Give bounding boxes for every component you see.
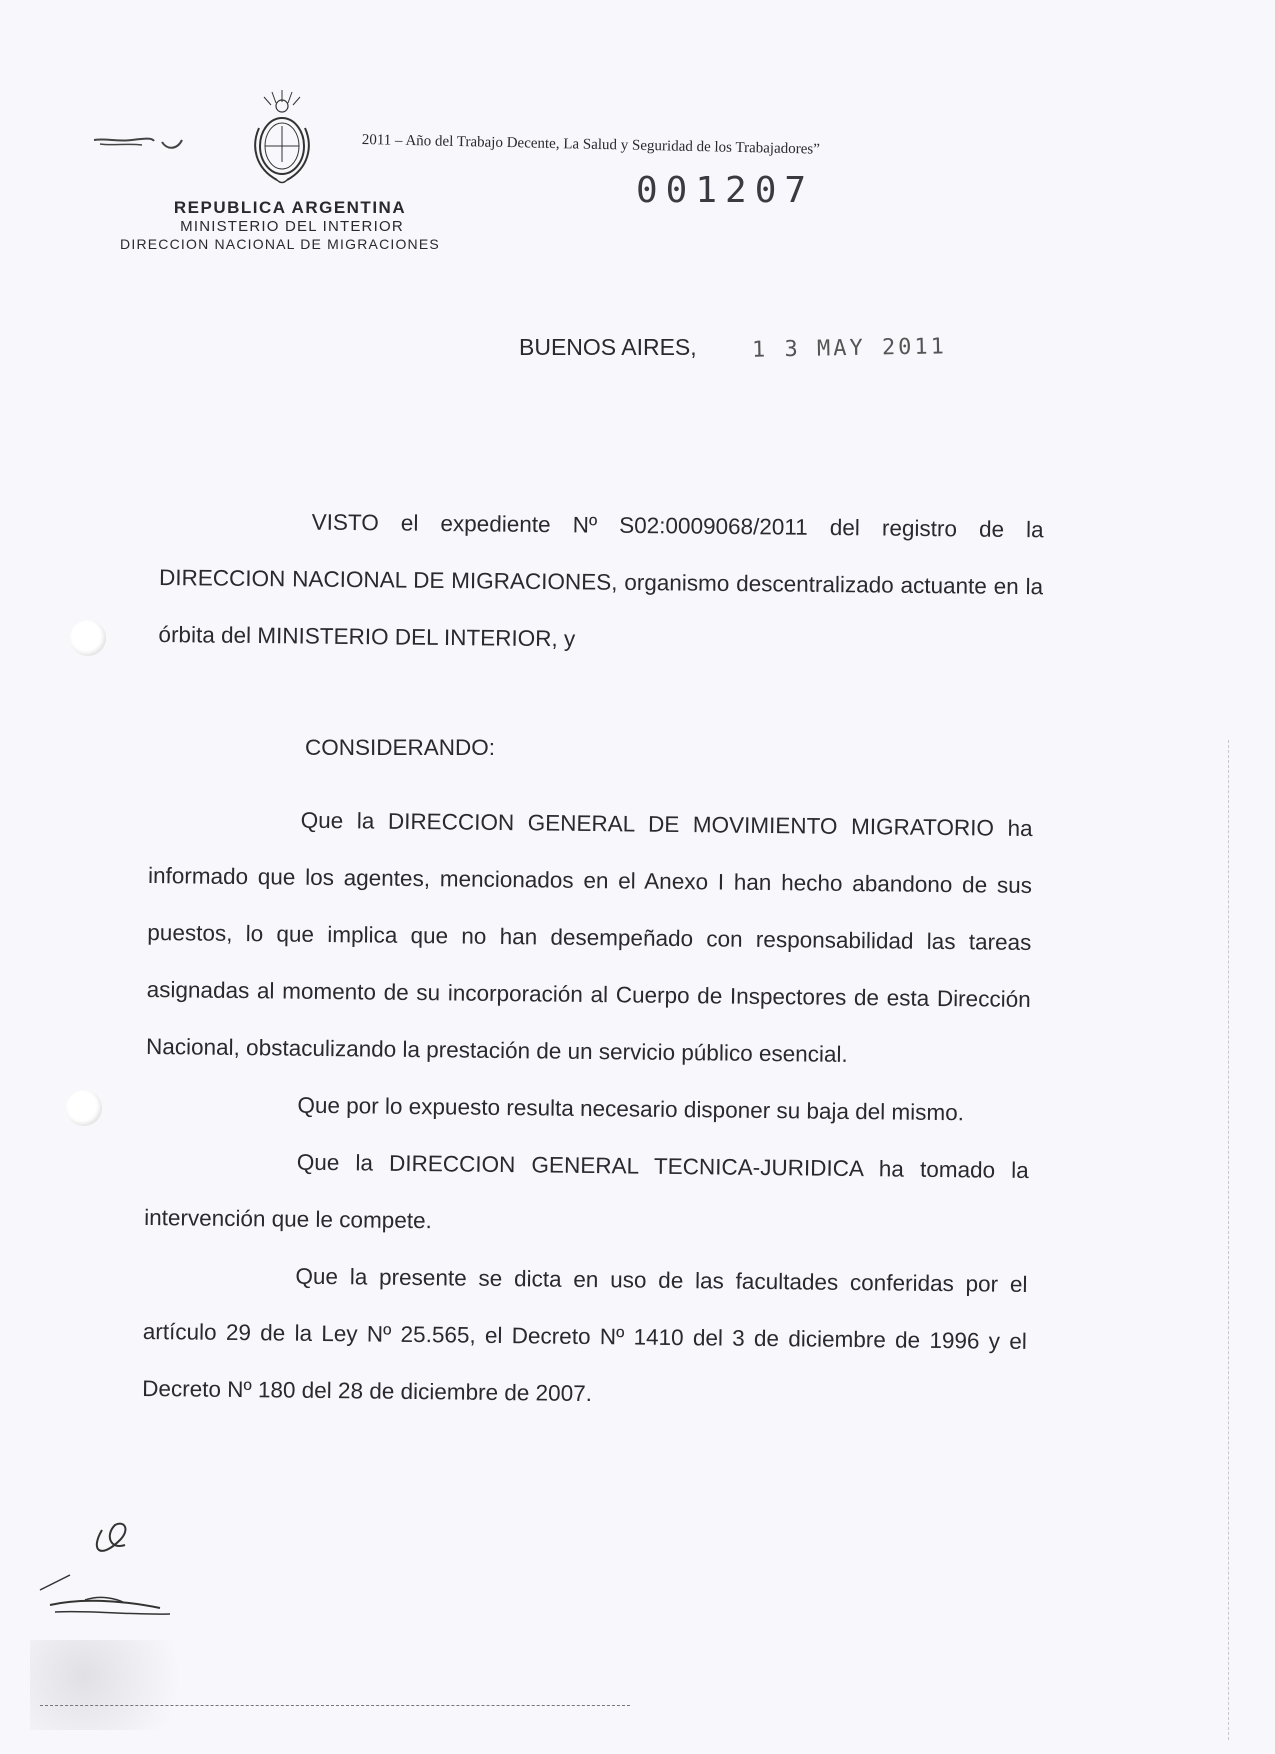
handwritten-signature-mark [30, 1490, 180, 1650]
organization-header [60, 198, 500, 252]
considerando-heading: CONSIDERANDO: [305, 735, 496, 760]
date-stamp: 1 3 MAY 2011 [751, 334, 948, 363]
year-motto: 2011 – Año del Trabajo Decente, La Salud y Seguridad de los Trabajadores” [361, 132, 821, 158]
page-fold-line [1228, 740, 1229, 1740]
considerando-paragraph: Que la DIRECCION GENERAL TECNICA-JURIDICA ha tomado la intervención que le compete. [144, 1149, 1029, 1234]
page-edge-line [40, 1705, 630, 1706]
punch-hole [70, 620, 106, 656]
considerando-paragraph: Que la presente se dicta en uso de las facultades conferidas por el artículo 29 de la Ley Nº 25.565, el Decreto Nº 1410 del 3 de diciembre de 1996 y el Decreto Nº 180 del 28 de diciembre de 2007. [142, 1263, 1028, 1407]
visto-paragraph: VISTO el expediente Nº S02:0009068/2011 del registro de la DIRECCION NACIONAL DE MIGRACIONES, organismo descentralizado actuante en la órbita del MINISTERIO DEL INTERIOR, y [158, 509, 1044, 652]
scan-noise [30, 1640, 210, 1730]
argentine-coat-of-arms-icon [247, 88, 317, 188]
org-republic: REPUBLICA ARGENTINA [173, 198, 407, 217]
org-direction: DIRECCION NACIONAL DE MIGRACIONES [120, 236, 440, 252]
document-number-stamp: 001207 [636, 170, 815, 211]
considerando-paragraph: Que la DIRECCION GENERAL DE MOVIMIENTO MIGRATORIO ha informado que los agentes, mencionados en el Anexo I han hecho abandono de sus puestos, lo que implica que no han desempeñado con responsabilidad las tareas asignadas al momento de su incorporación al Cuerpo de Inspectores de esta Dirección Nacional, obstaculizando la prestación de un servicio público esencial. [145, 807, 1033, 1067]
org-ministry: MINISTERIO DEL INTERIOR [180, 218, 404, 235]
considerando-paragraph: Que por lo expuesto resulta necesario disponer su baja del mismo. [297, 1092, 965, 1126]
place-label: BUENOS AIRES, [519, 334, 697, 360]
considerando-body [142, 790, 1033, 1427]
punch-hole [66, 1090, 102, 1126]
handwritten-initial-mark [92, 128, 187, 158]
